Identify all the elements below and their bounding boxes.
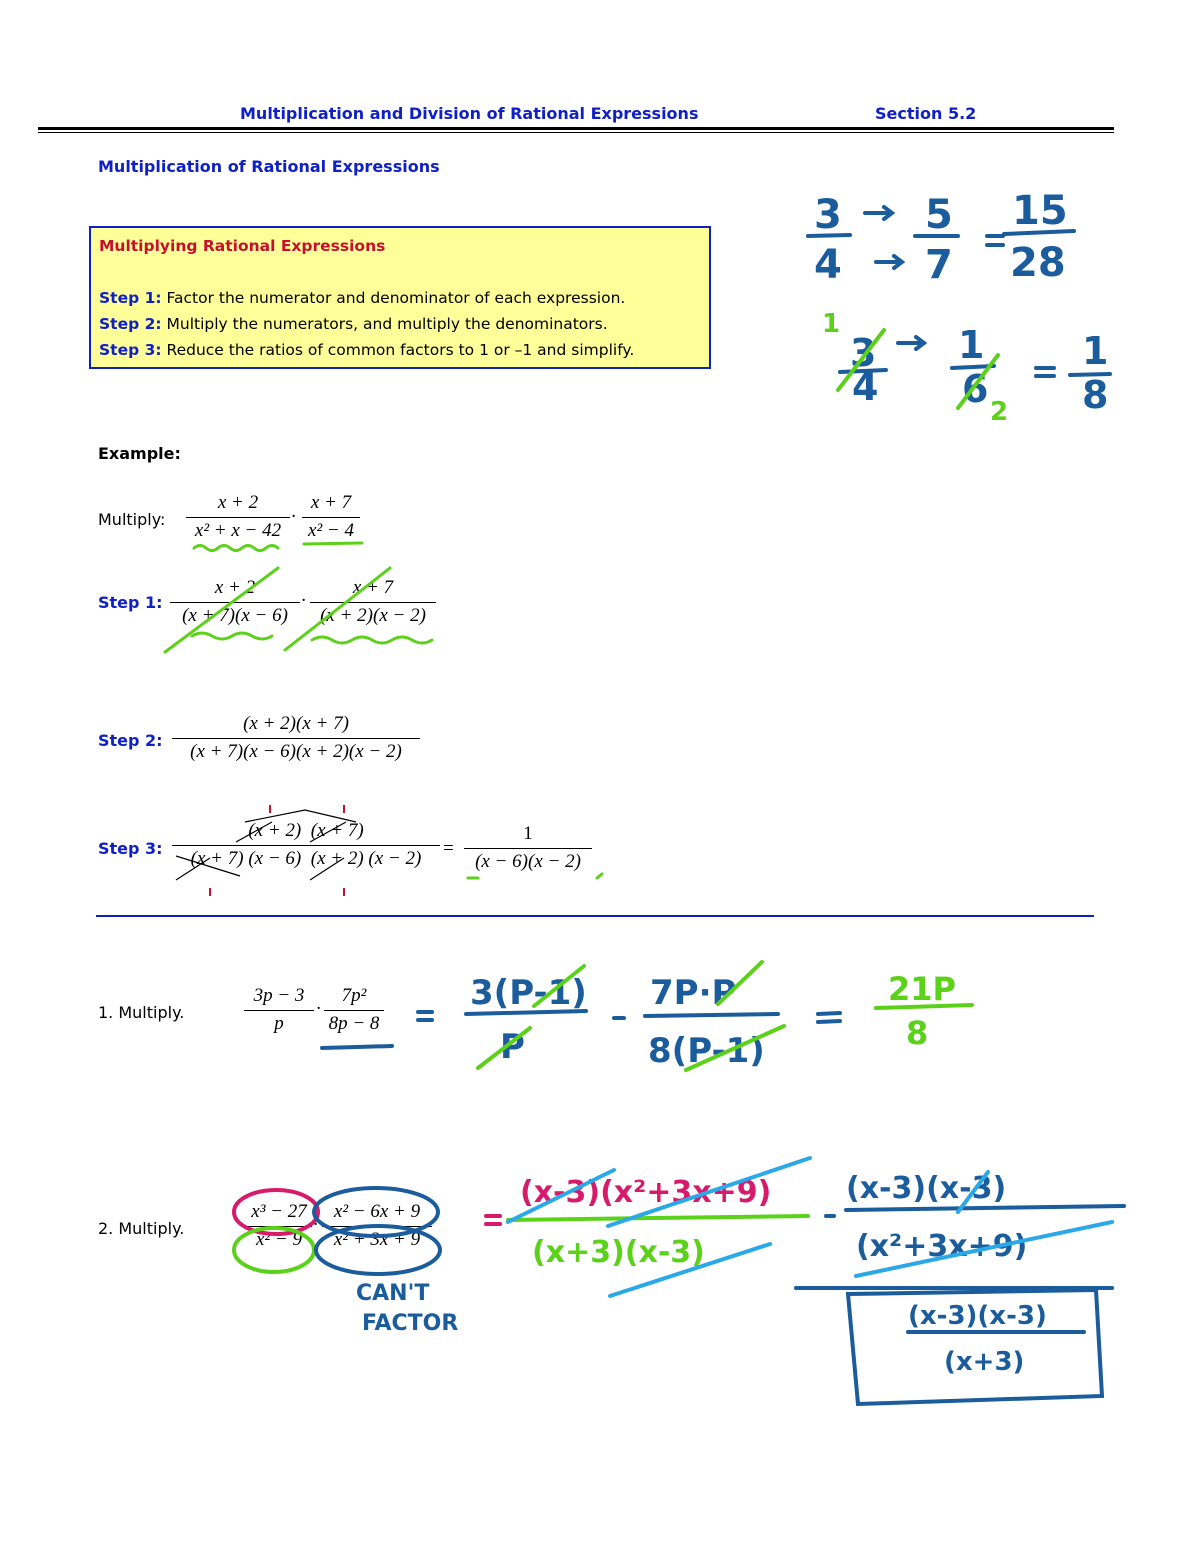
- example-denominator-2: x² − 4: [308, 520, 354, 541]
- step1-denominator-2: (x + 2)(x − 2): [320, 605, 426, 626]
- tick-mark: [210, 805, 344, 896]
- example-green-marks: [165, 543, 602, 878]
- hw-text: 1: [822, 309, 841, 339]
- highlight-ellipse: [316, 1226, 440, 1274]
- step2-denominator: (x + 7)(x − 6)(x + 2)(x − 2): [190, 741, 402, 762]
- step1-denominator-1: (x + 7)(x − 6): [182, 605, 288, 626]
- example-heading: Example:: [98, 444, 181, 463]
- underline: [322, 1046, 392, 1048]
- rule-step-1-text: Factor the numerator and denominator of each expression.: [166, 289, 626, 307]
- hw-text: 1: [958, 323, 985, 367]
- rule-step-3-label: Step 3:: [99, 341, 162, 359]
- rule-step-3-text: Reduce the ratios of common factors to 1 or –1 and simplify.: [166, 341, 635, 359]
- example-step-1-label: Step 1:: [98, 593, 163, 612]
- arrow-icon: [876, 256, 902, 268]
- dot-operator: ·: [316, 998, 321, 1019]
- problem1-numerator-1: 3p − 3: [253, 985, 305, 1006]
- problem2-numerator-2: x² − 6x + 9: [333, 1201, 421, 1222]
- problem1-denominator-2: 8p − 8: [328, 1013, 380, 1034]
- hw-text: (x+3)(x-3): [532, 1235, 705, 1270]
- hw-text: 28: [1010, 240, 1066, 286]
- step2-numerator: (x + 2)(x + 7): [243, 713, 349, 734]
- example-numerator-1: x + 2: [217, 492, 259, 513]
- page-title: Multiplication and Division of Rational Expressions: [240, 104, 699, 123]
- problem-1-label: 1. Multiply.: [98, 1003, 185, 1022]
- multiply-label: Multiply:: [98, 510, 166, 529]
- hw-text: 2: [990, 397, 1009, 427]
- hw-text: (x-3)(x²+3x+9): [520, 1175, 772, 1210]
- rules-box-title: Multiplying Rational Expressions: [99, 237, 386, 255]
- hw-text: (x²+3x+9): [856, 1229, 1028, 1264]
- hw-text: 21P: [888, 970, 956, 1008]
- dot-operator: ·: [301, 590, 306, 611]
- hw-text: CAN'T: [356, 1281, 430, 1306]
- subtitle: Multiplication of Rational Expressions: [98, 157, 440, 176]
- equals-icon: [1036, 368, 1054, 376]
- problem1-numerator-2: 7p²: [341, 985, 367, 1006]
- dot-operator: ·: [291, 506, 296, 527]
- problem2-denominator-1: x² − 9: [256, 1229, 302, 1250]
- problem2-denominator-2: x² + 3x + 9: [333, 1229, 421, 1250]
- equals-icon: [418, 1012, 432, 1020]
- hw-text: P: [500, 1027, 525, 1067]
- hw-fraction-bar: [1070, 374, 1110, 375]
- rule-step-2-label: Step 2:: [99, 315, 162, 333]
- hw-fraction-bar: [808, 235, 850, 236]
- hw-fraction-bar: [846, 1206, 1124, 1210]
- hw-text: (x-3)(x-3): [908, 1301, 1047, 1331]
- example-step-2-label: Step 2:: [98, 731, 163, 750]
- step1-numerator-2: x + 7: [352, 577, 394, 598]
- cancel-slash: [236, 822, 272, 842]
- underline-squiggle: [194, 546, 278, 551]
- arrow-icon: [898, 337, 924, 349]
- problem2-circles: [234, 1188, 440, 1274]
- hw-text: (x+3): [944, 1347, 1025, 1377]
- hw-text: 3(P-1): [470, 973, 587, 1013]
- hw-text: FACTOR: [362, 1311, 459, 1336]
- step1-numerator-1: x + 2: [214, 577, 256, 598]
- step3-red-ticks: [210, 805, 344, 896]
- equals-icon: [987, 236, 1003, 245]
- step3-denominator: (x + 7) (x − 6) (x + 2) (x − 2): [190, 848, 422, 869]
- problem-2-label: 2. Multiply.: [98, 1219, 185, 1238]
- cancel-slash: [310, 858, 344, 880]
- hw-text: 4: [814, 242, 842, 288]
- hw-text: 6: [962, 367, 989, 411]
- rule-step-2-text: Multiply the numerators, and multiply the denominators.: [166, 315, 608, 333]
- underline-squiggle: [192, 633, 272, 639]
- problem1-denominator-1: p: [274, 1013, 284, 1034]
- step3-result-denominator: (x − 6)(x − 2): [475, 851, 581, 872]
- section-number: Section 5.2: [875, 104, 977, 123]
- cancel-slash: [310, 822, 346, 842]
- cancel-slash: [285, 568, 390, 650]
- hw-fraction-bar: [508, 1216, 808, 1220]
- cancel-arc: [245, 810, 356, 822]
- arrow-icon: [865, 207, 892, 219]
- underline-squiggle: [312, 637, 432, 643]
- step3-cancel-lines: [176, 810, 356, 880]
- hw-text: 3: [850, 331, 877, 375]
- hw-text: 7: [925, 242, 953, 288]
- equals-icon: [818, 1013, 840, 1022]
- equals-sign: =: [443, 838, 454, 859]
- small-mark: [468, 874, 602, 878]
- hw-text: 1: [1082, 329, 1109, 373]
- hw-text: 3: [814, 192, 842, 238]
- hw-text: (x-3)(x-3): [846, 1171, 1007, 1206]
- underline: [304, 543, 362, 544]
- hw-text: 8(P-1): [648, 1031, 765, 1071]
- dot-operator: ·: [313, 1214, 318, 1235]
- step3-result-numerator: 1: [523, 823, 533, 844]
- problem1-answer: [888, 970, 956, 1052]
- example-denominator-1: x² + x − 42: [194, 520, 282, 541]
- hw-text: 7P·P: [650, 973, 737, 1013]
- hw-fraction-bar: [840, 370, 886, 372]
- hw-text: 5: [925, 192, 953, 238]
- hw-text: 8: [1082, 373, 1109, 417]
- highlight-ellipse: [314, 1188, 438, 1236]
- rule-step-1-label: Step 1:: [99, 289, 162, 307]
- example-numerator-2: x + 7: [310, 492, 352, 513]
- step3-numerator: (x + 2) (x + 7): [248, 820, 364, 841]
- hw-text: 4: [852, 365, 879, 409]
- hw-fraction-bar: [645, 1014, 778, 1016]
- example-step-3-label: Step 3:: [98, 839, 163, 858]
- equals-icon: [486, 1216, 500, 1224]
- hw-text: 15: [1012, 188, 1068, 234]
- cant-factor-note: [356, 1281, 458, 1336]
- margin-example-b: [850, 323, 1108, 417]
- hw-text: 8: [906, 1014, 929, 1052]
- problem2-numerator-1: x³ − 27: [251, 1201, 307, 1222]
